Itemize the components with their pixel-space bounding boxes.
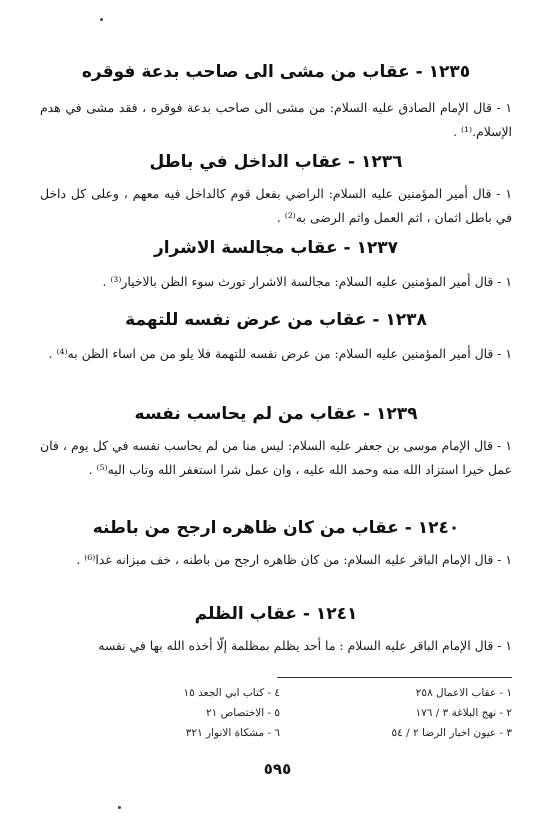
section-text: ١ - قال أمير المؤمنين عليه السلام: الراضي بفعل قوم كالداخل فيه معهم ، وعلى كل داخل في باطل اثمان ، اثم العمل واثم الرضى به⁽²⁾ .: [40, 186, 512, 225]
print-speck: [100, 18, 103, 21]
section-1239: [40, 402, 512, 482]
section-heading: ١٢٣٥ - عقاب من مشى الى صاحب بدعة فوقره: [81, 62, 471, 82]
page-number: ٥٩٥: [263, 760, 292, 778]
print-speck: [118, 806, 121, 809]
section-heading: ١٢٣٦ - عقاب الداخل في باطل: [149, 152, 403, 172]
footnote-item: ٤ - كتاب ابي الجعد ١٥: [183, 687, 280, 699]
section-1238: [40, 308, 512, 366]
section-text: ١ - قال الإمام الباقر عليه السلام : ما أحد يظلم بمظلمة إلّا أخذه الله بها في نفسه: [98, 638, 512, 653]
footnotes: [40, 683, 512, 743]
section-text: ١ - قال أمير المؤمنين عليه السلام: مجالسة الاشرار تورث سوء الظن بالاخيار⁽³⁾ .: [102, 274, 512, 289]
section-heading: ١٢٣٩ - عقاب من لم يحاسب نفسه: [134, 404, 418, 424]
footnote-item: ٢ - نهج البلاغة ٣ / ١٧٦: [415, 707, 512, 719]
section-heading: ١٢٣٧ - عقاب مجالسة الاشرار: [153, 238, 399, 258]
section-text: ١ - قال الإمام الصادق عليه السلام: من مشى الى صاحب بدعة فوقره ، فقد مشى في هدم الإسلام.⁽¹⁾ .: [40, 100, 512, 139]
footnote-divider: [277, 677, 512, 678]
section-1235: [40, 60, 512, 144]
section-1237: [40, 236, 512, 294]
footnote-item: ١ - عقاب الاعمال ٢٥٨: [415, 687, 512, 699]
section-1236: [40, 150, 512, 230]
footnote-item: ٣ - عيون اخبار الرضا ٢ / ٥٤: [391, 727, 512, 739]
footnotes-right-column: [272, 683, 512, 743]
section-1241: [40, 602, 512, 658]
section-heading: ١٢٣٨ - عقاب من عرض نفسه للتهمة: [125, 310, 427, 330]
section-text: ١ - قال الإمام موسى بن جعفر عليه السلام: ليس منا من لم يحاسب نفسه في كل يوم ، فان عمل خيرا استزاد الله منه وحمد الله عليه ، وان عمل شرا استغفر الله وتاب اليه⁽⁵⁾ .: [40, 438, 512, 477]
section-text: ١ - قال الإمام الباقر عليه السلام: من كان ظاهره ارجح من باطنه ، خف ميزانه غدا⁽⁶⁾ .: [76, 552, 512, 567]
section-heading: ١٢٤٠ - عقاب من كان ظاهره ارجح من باطنه: [92, 518, 460, 538]
section-text: ١ - قال أمير المؤمنين عليه السلام: من عرض نفسه للتهمة فلا يلو من من اساء الظن به⁽⁴⁾ .: [48, 346, 512, 361]
footnotes-left-column: [40, 683, 280, 743]
section-1240: [40, 516, 512, 572]
section-heading: ١٢٤١ - عقاب الظلم: [194, 604, 358, 624]
footnote-item: ٥ - الاختصاص ٢١: [205, 707, 280, 719]
footnote-item: ٦ - مشكاة الانوار ٣٢١: [185, 727, 280, 739]
